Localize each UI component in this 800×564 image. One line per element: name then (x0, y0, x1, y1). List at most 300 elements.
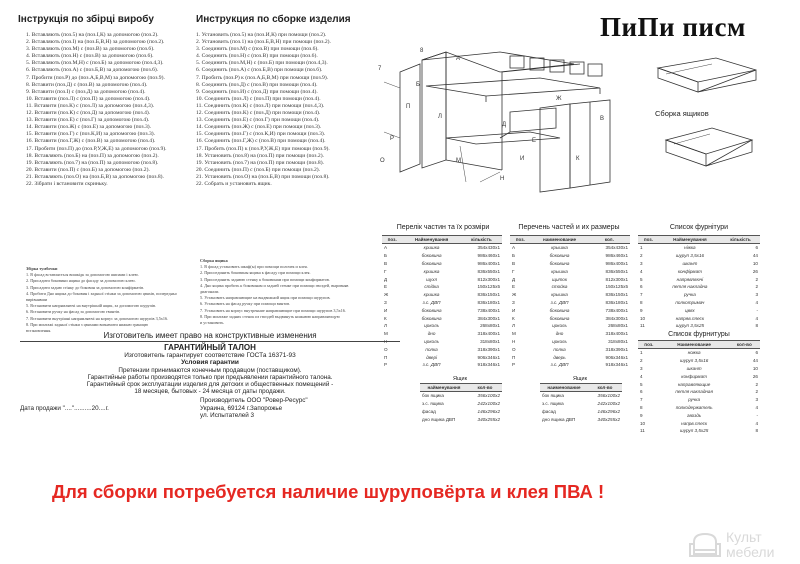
table-cell: 340х255х2 (597, 416, 620, 422)
table-cell: 384х300х1 (477, 315, 500, 321)
table-cell: 1 (640, 245, 643, 251)
parts-ru-title: Перечень частей и их размеры (518, 224, 620, 231)
table-cell: 242х100х2 (597, 401, 620, 407)
table-cell: крышка (551, 292, 568, 298)
table-row (638, 260, 760, 268)
table-cell: 384х300х1 (605, 315, 628, 321)
table-cell: стойка (551, 284, 568, 290)
product-brand-title: ПиПи писм (600, 12, 746, 42)
diagram-label-i: И (520, 156, 525, 162)
table-cell: дно (427, 331, 436, 337)
table-cell: 986х400х1 (605, 260, 628, 266)
diagram-label-k: К (576, 156, 580, 162)
table-cell: 2 (755, 276, 758, 282)
step-item: 21. Установить (поз.О) на (поз.Б,В) при помощи (поз.8). (196, 173, 330, 180)
table-cell: цоколь (552, 323, 567, 329)
table-cell: М (384, 331, 388, 337)
table-row (510, 244, 630, 252)
diagram-label-p: П (406, 104, 411, 110)
table-cell: крышка (551, 245, 568, 251)
table-header-cell: наименование (540, 384, 588, 392)
step-item: 21. Вставляють (поз.О) на (поз.Б,В) за допомогою (поз.8). (26, 173, 164, 180)
table-row (638, 244, 760, 252)
table-cell: бок ящика (422, 393, 444, 399)
table-cell: 3 (640, 260, 643, 266)
table-cell: бок ящика (542, 393, 564, 399)
note-line: 6. Встановити ручку на фасад за допомогою гвинтів. (26, 309, 121, 315)
table-cell: направляющие (677, 381, 711, 387)
table-row (638, 404, 760, 412)
diagram-label-l: Л (438, 114, 442, 120)
table-cell: 356х100х2 (477, 393, 500, 399)
table-cell: 2 (640, 253, 643, 259)
table-cell: ручка (683, 292, 696, 298)
note-line: встановлення. (26, 328, 52, 334)
step-item: 4. Вставляють (поз.Н) с (поз.В) за допомогою (поз.6). (26, 53, 154, 60)
diagram-label-v: В (600, 116, 605, 122)
table-cell: З (512, 299, 515, 305)
table-row (540, 392, 622, 400)
table-cell: 1 (640, 350, 643, 356)
step-item: 15. Соединить (поз.Г) с (поз.К,И) при помощи (поз.3). (196, 131, 326, 138)
table-cell: Ж (512, 292, 517, 298)
table-cell: Д (512, 276, 516, 282)
table-cell: 8 (755, 323, 758, 329)
table-cell: 242х100х2 (477, 401, 500, 407)
table-cell: 6 (755, 350, 758, 356)
table-cell: Н (512, 338, 516, 344)
table-cell: 812х300х1 (477, 276, 500, 282)
note-line: 2. Присадити боковини ящика до фасаду за допомогою клею. (26, 278, 136, 284)
table-row (510, 299, 630, 307)
table-cell: петля накладна (672, 284, 708, 290)
table-cell: цоколь (424, 323, 439, 329)
table-header-cell: поз. (638, 341, 660, 349)
table-cell: 738х400х1 (477, 307, 500, 313)
table-cell: Е (384, 284, 388, 290)
table-header-cell: кількість (721, 236, 760, 244)
step-item: 1. Вставляють (поз.5) на (поз.І,К) за допомогою (поз.2). (26, 32, 159, 38)
table-cell: з.с. ящика (542, 401, 564, 407)
table-row (510, 291, 630, 299)
fittings-ru-title: Список фурнитуры (668, 331, 730, 338)
table-cell: 354х430х1 (477, 245, 500, 251)
table-header-cell: наименование (530, 236, 588, 244)
table-cell: 918х346х1 (605, 362, 628, 368)
table-cell: 4 (755, 315, 758, 321)
diagram-label-8: 8 (420, 48, 424, 54)
table-cell: полкотримач (675, 299, 705, 305)
table-cell: кришка (423, 268, 440, 274)
table-cell: шуруп 3,5х25 (675, 323, 705, 329)
table-cell: 4 (640, 373, 643, 379)
table-row (638, 411, 760, 419)
table-cell: 6 (640, 284, 643, 290)
diagram-label-n: Н (500, 176, 505, 182)
step-item: 9. Вставити (поз.І) с (поз.Д) за допомогою (поз.4). (26, 88, 146, 95)
table-cell: 836х150х1 (477, 292, 500, 298)
step-item: 10. Соединить (поз.Л) с (поз.П) при помощи (поз.4). (196, 95, 321, 102)
table-cell: 268х80х1 (608, 323, 628, 329)
table-cell: 6 (755, 245, 758, 251)
diagram-label-e: Е (532, 138, 537, 144)
table-header-cell: кількість (461, 236, 502, 244)
table-cell: Е (512, 284, 516, 290)
table-cell: 146х296х2 (477, 408, 500, 414)
table-cell: 44 (752, 358, 758, 364)
table-row (540, 415, 622, 423)
table-cell: 918х346х1 (477, 362, 500, 368)
table-cell: 738х400х1 (605, 307, 628, 313)
note-line: 2. Присоединить боковины ящика к фасаду при помощи клея. (200, 270, 311, 276)
step-item: 7. Пробить (поз.Р) к (поз.А,Б,В,М) при помощи (поз.9). (196, 74, 329, 81)
table-row (510, 353, 630, 361)
table-cell: фасад (422, 408, 436, 414)
table-row (382, 322, 502, 330)
table-cell: А (384, 245, 388, 251)
note-line: 8. При монтажі задньої стінки з цвяхами визначити нижню границю (26, 321, 149, 327)
step-item: 12. Вставити (поз.К) с (поз.Д) за допомогою (поз.4). (26, 110, 151, 117)
table-header-cell: поз. (510, 236, 530, 244)
table-cell: боковина (421, 260, 442, 266)
table-cell: шкант (682, 260, 698, 266)
step-item: 14. Соединить (поз.Ж) с (поз.Е) при помощи (поз.3). (196, 124, 322, 131)
table-cell: гвоздь (687, 412, 702, 418)
table-cell: дно ящика ДВП (542, 416, 576, 422)
table-cell: 3 (755, 397, 758, 403)
watermark-logo (688, 528, 798, 562)
warranty-line5: 18 месяцев, бытовых - 24 месяца от даты продажи. (134, 388, 286, 395)
diagram-label-o: О (380, 158, 385, 164)
table-row (382, 306, 502, 314)
warranty-line1: Изготовитель гарантирует соответствие ГОСТа 16371-93 (124, 352, 296, 359)
table-cell: 6 (640, 389, 643, 395)
table-cell: полка (425, 346, 438, 352)
note-line: 5. Установить направляющие на выдвижной ящик при помощи шурупов. (200, 295, 331, 301)
table-cell: 8 (640, 299, 643, 305)
table-cell: Б (384, 253, 388, 259)
step-item: 11. Вставити (поз.К) с (поз.Л) за допомогою (поз.4,3). (26, 102, 155, 109)
table-cell: напрявляючі (676, 276, 704, 282)
warranty-line4: Гарантийный срок эксплуатации изделия для детских и общественных помещений - (86, 381, 334, 388)
table-row (420, 392, 502, 400)
step-item: 11. Соединить (поз.К) с (поз.Л) при помощи (поз.4,3). (196, 102, 325, 109)
step-item: 3. Соединить (поз.М) с (поз.В) при помощи (поз.6). (196, 46, 319, 53)
table-cell: фасад (542, 408, 556, 414)
table-cell: 986х400х1 (477, 260, 500, 266)
step-item: 8. Вставити (поз.Д) с (поз.В) за допомогою (поз.4). (26, 81, 148, 88)
drawer-ua-title: Ящик (453, 376, 467, 382)
table-row (638, 283, 760, 291)
table-cell: Г (384, 268, 387, 274)
table-cell: 11 (640, 428, 645, 434)
table-row (638, 322, 760, 330)
table-cell: 2 (755, 389, 758, 395)
table-row (638, 349, 760, 357)
warranty-title: ГАРАНТИЙНЫЙ ТАЛОН (164, 343, 256, 352)
table-row (510, 330, 630, 338)
table-row (510, 314, 630, 322)
note-line: и установить. (200, 320, 225, 326)
table-row (382, 260, 502, 268)
table-cell: 836х550х1 (477, 268, 500, 274)
table-cell: боковина (549, 253, 570, 259)
step-item: 3. Вставляють (поз.М) с (поз.В) за допомогою (поз.6). (26, 46, 155, 53)
table-cell: 3 (640, 365, 643, 371)
table-cell: боковина (549, 307, 570, 313)
table-cell: О (384, 346, 388, 352)
table-row (638, 380, 760, 388)
table-row (420, 408, 502, 416)
step-item: 5. Вставляють (поз.М,Н) с (поз.Б) за допомогою (поз.4,3). (26, 60, 164, 67)
table-cell: З (384, 299, 387, 305)
note-line: 7. Встановити внутрішні напрямляючі на корпус за допомогою шурупів 3,5х16. (26, 315, 169, 321)
table-cell: ніжка (684, 245, 696, 251)
table-cell: О (512, 346, 516, 352)
table-row (420, 415, 502, 423)
table-header-cell: кол-во (588, 384, 622, 392)
step-item: 20. Соединить (поз.П) с (поз.Б) при помощи (поз.2). (196, 166, 321, 173)
step-item: 7. Пробити (поз.Р) до (поз.А,Б,В,М) за допомогою (поз.9). (26, 74, 165, 81)
table-cell: цоколь (424, 338, 439, 344)
table-cell: 4 (640, 268, 643, 274)
table-cell: 10 (640, 420, 646, 426)
table-cell: 906х346х1 (605, 354, 628, 360)
table-row (540, 408, 622, 416)
table-cell: Л (512, 323, 516, 329)
table-row (382, 338, 502, 346)
table-row (382, 299, 502, 307)
table-cell: з.с. ДВП (550, 362, 569, 368)
table-cell: ручка (688, 397, 701, 403)
table-cell: Ж (384, 292, 389, 298)
table-cell: дно ящика ДВП (422, 416, 456, 422)
table-cell: 354х430х1 (605, 245, 628, 251)
table-cell: 9 (640, 412, 643, 418)
diagram-label-zh: Ж (556, 96, 562, 102)
table-cell: з.с. ДВП (422, 362, 441, 368)
table-row (510, 338, 630, 346)
step-item: 2. Вставляють (поз.І) на (поз.Б,В,Н) за допомогою (поз.2). (26, 39, 165, 46)
table-row (638, 306, 760, 314)
table-cell: полка (553, 346, 566, 352)
table-row (510, 322, 630, 330)
table-cell: - (756, 307, 758, 313)
table-cell: з.с. ящика (422, 401, 444, 407)
step-item: 19. Установить (поз.7) на (поз.П) при помощи (поз.8). (196, 159, 324, 166)
table-cell: 268х80х1 (480, 323, 500, 329)
step-item: 9. Соединить (поз.И) с (поз.Д) при помощи (поз.4). (196, 88, 318, 95)
table-cell: Г (512, 268, 515, 274)
table-cell: М (512, 331, 516, 337)
table-row (638, 357, 760, 365)
table-cell: 5 (640, 381, 643, 387)
table-cell: 10 (752, 365, 758, 371)
table-cell: боковина (549, 260, 570, 266)
table-cell: 3 (755, 292, 758, 298)
notes-left (26, 266, 186, 334)
table-cell: шкант (686, 365, 702, 371)
table-row (638, 365, 760, 373)
table-cell: полкодержатель (675, 404, 713, 410)
table-cell: кришка (423, 245, 440, 251)
diagram-label-a: А (456, 56, 461, 62)
table-cell: Л (384, 323, 388, 329)
table-cell: 146х296х2 (597, 408, 620, 414)
note-line: 8. При монтаже задних стенок из гвоздей выдвинуть нижнюю направляющую (200, 313, 340, 319)
step-item: 13. Соединить (поз.Е) с (поз.Г) при помощи (поз.4). (196, 117, 320, 124)
ua-instructions-title: Інструкція по збірці виробу (18, 14, 154, 25)
table-row (638, 427, 760, 435)
table-cell: 150х125х5 (605, 284, 628, 290)
table-header-cell: Найменування (402, 236, 460, 244)
table-cell: напряв.плеск (675, 315, 705, 321)
step-item: 10. Вставити (поз.Л) с (поз.П) за допомогою (поз.4). (26, 95, 151, 102)
table-cell: Н (384, 338, 388, 344)
drawer-ua-table (420, 383, 502, 423)
table-cell: 26 (752, 373, 758, 379)
table-cell: шуруп 3,5х25 (679, 428, 709, 434)
step-item: 18. Вставляють (поз.Б) на (поз.П) за допомогою (поз.2). (26, 152, 159, 159)
table-row (638, 314, 760, 322)
table-cell: 906х346х1 (477, 354, 500, 360)
table-cell: 836х180х1 (605, 299, 628, 305)
table-cell: боковина (421, 307, 442, 313)
table-header-cell: Найменування (659, 236, 721, 244)
table-cell: 150х125х5 (477, 284, 500, 290)
table-cell: Р (384, 362, 388, 368)
table-cell: 44 (752, 253, 758, 259)
table-cell: 318х400х1 (477, 331, 500, 337)
table-row (638, 275, 760, 283)
table-row (510, 260, 630, 268)
note-line: 7. Установить на корпус внутренние направляющие при помощи шурупов 3,5х16. (200, 307, 346, 313)
table-row (510, 345, 630, 353)
table-row (638, 252, 760, 260)
notes-right (200, 258, 360, 326)
parts-ru-table (510, 235, 630, 369)
diagram-label-m: М (456, 158, 461, 164)
table-cell: шуруп 3,5х16 (679, 358, 709, 364)
step-item: 14. Вставити (поз.Ж) с (поз.Е) за допомогою (поз.3). (26, 124, 152, 131)
table-row (510, 267, 630, 275)
table-cell: 356х100х2 (597, 393, 620, 399)
table-row (510, 361, 630, 369)
producer-line3: ул. Испытателей 3 (200, 412, 255, 419)
step-item: 15. Вставити (поз.Г) с (поз.К,И) за допомогою (поз.3). (26, 131, 156, 138)
note-line: 5. Встановити напрямляючі на внутрішній ящик, за допомогою шурупів. (26, 303, 157, 309)
note-line: 3. Присадити задню стінку до боковин за допомогою конфірматів. (26, 284, 145, 290)
note-line: 6. Установить на фасад ручку при помощи винтов. (200, 301, 291, 307)
producer-line2: Украина, 69124 г.Запорожье (200, 404, 283, 412)
table-row (382, 314, 502, 322)
table-row (382, 267, 502, 275)
table-cell: 4 (755, 404, 758, 410)
diagram-label-d: Д (502, 122, 507, 128)
table-cell: боковина (421, 253, 442, 259)
table-row (382, 244, 502, 252)
fittings-ua-table (638, 235, 760, 330)
table-cell: 10 (640, 315, 646, 321)
table-cell: 812х300х1 (605, 276, 628, 282)
step-item: 22. Собрать и установить ящик. (196, 180, 272, 187)
table-row (638, 419, 760, 427)
table-header-cell: поз. (638, 236, 659, 244)
notes-left-title: Збірка тумбочки (26, 266, 58, 271)
table-cell: К (512, 315, 515, 321)
warranty-line3: Гарантийные работы производятся только при предъявлении гарантийного талона. (87, 374, 333, 381)
table-cell: 9 (640, 307, 643, 313)
step-item: 17. Пробить (поз.П) к (поз.Р,У,Ж,Е) при помощи (поз.9). (196, 145, 330, 152)
warranty-notice: Изготовитель имеет право на конструктивные изменения (20, 331, 400, 342)
table-header-cell: поз. (382, 236, 402, 244)
warranty-producer (200, 397, 308, 420)
table-cell: шуруп 3,5х16 (675, 253, 705, 259)
table-cell: 340х255х2 (477, 416, 500, 422)
step-item: 6. Вставляють (поз.А) с (поз.Б,В) за допомогою (поз.6). (26, 67, 159, 74)
table-cell: И (512, 307, 516, 313)
table-header-cell: кол. (589, 236, 630, 244)
table-cell: з.с. ДВП (550, 299, 569, 305)
step-item: 18. Установить (поз.8) на (поз.П) при помощи (поз.2). (196, 152, 324, 159)
fittings-ru-table (638, 340, 760, 435)
table-row (382, 361, 502, 369)
table-row (382, 283, 502, 291)
step-item: 19. Вставляють (поз.7) на (поз.П) за допомогою (поз.8). (26, 159, 159, 166)
table-cell: крышка (551, 268, 568, 274)
table-cell: 11 (640, 323, 645, 329)
note-line: 1. В фасад установить шкаф(ы) при помощи полочек и клея. (200, 264, 308, 270)
table-cell: 26 (752, 268, 758, 274)
table-cell: ножка (687, 350, 701, 356)
table-cell: стійка (424, 284, 439, 290)
table-row (382, 252, 502, 260)
diagram-label-r: Р (390, 136, 395, 142)
table-cell: щиток (552, 276, 567, 282)
table-cell: 8 (640, 404, 643, 410)
step-item: 2. Установить (поз.1) на (поз.Б,В,Н) при помощи (поз.2). (196, 39, 331, 46)
table-cell: 2 (755, 381, 758, 387)
table-cell: 2 (640, 358, 643, 364)
table-row (420, 400, 502, 408)
table-cell: кришка (423, 292, 440, 298)
table-row (638, 396, 760, 404)
step-item: 22. Зібрати і встановити скриньку. (26, 180, 108, 187)
parts-ua-title: Перелік частин та їх розміри (396, 224, 490, 231)
step-item: 5. Соединить (поз.М,Н) с (поз.Б) при помощи (поз.4,3). (196, 60, 328, 67)
table-row (382, 275, 502, 283)
table-cell: напрв.плеск (681, 420, 708, 426)
table-cell: 4 (755, 299, 758, 305)
table-row (382, 353, 502, 361)
note-line: 4. Пробити Дно ящика до боковин і задньої стінки за допомогою цвяхів, попередньо (26, 290, 177, 296)
assembly-diagram (360, 42, 650, 194)
table-cell: П (512, 354, 516, 360)
table-cell: - (756, 412, 758, 418)
table-cell: боковина (549, 315, 570, 321)
table-cell: Б (512, 253, 516, 259)
table-row (382, 330, 502, 338)
drawer-ru-title: Ящик (573, 376, 587, 382)
table-cell: 10 (752, 260, 758, 266)
step-item: 20. Вставити (поз.П) с (поз.Б) за допомогою (поз.2). (26, 166, 150, 173)
table-cell: дно (555, 331, 564, 337)
table-cell: В (384, 260, 388, 266)
table-cell: 836х180х1 (477, 299, 500, 305)
table-header-cell: кол-во (729, 341, 760, 349)
table-row (382, 345, 502, 353)
drawer-ru-table (540, 383, 622, 423)
